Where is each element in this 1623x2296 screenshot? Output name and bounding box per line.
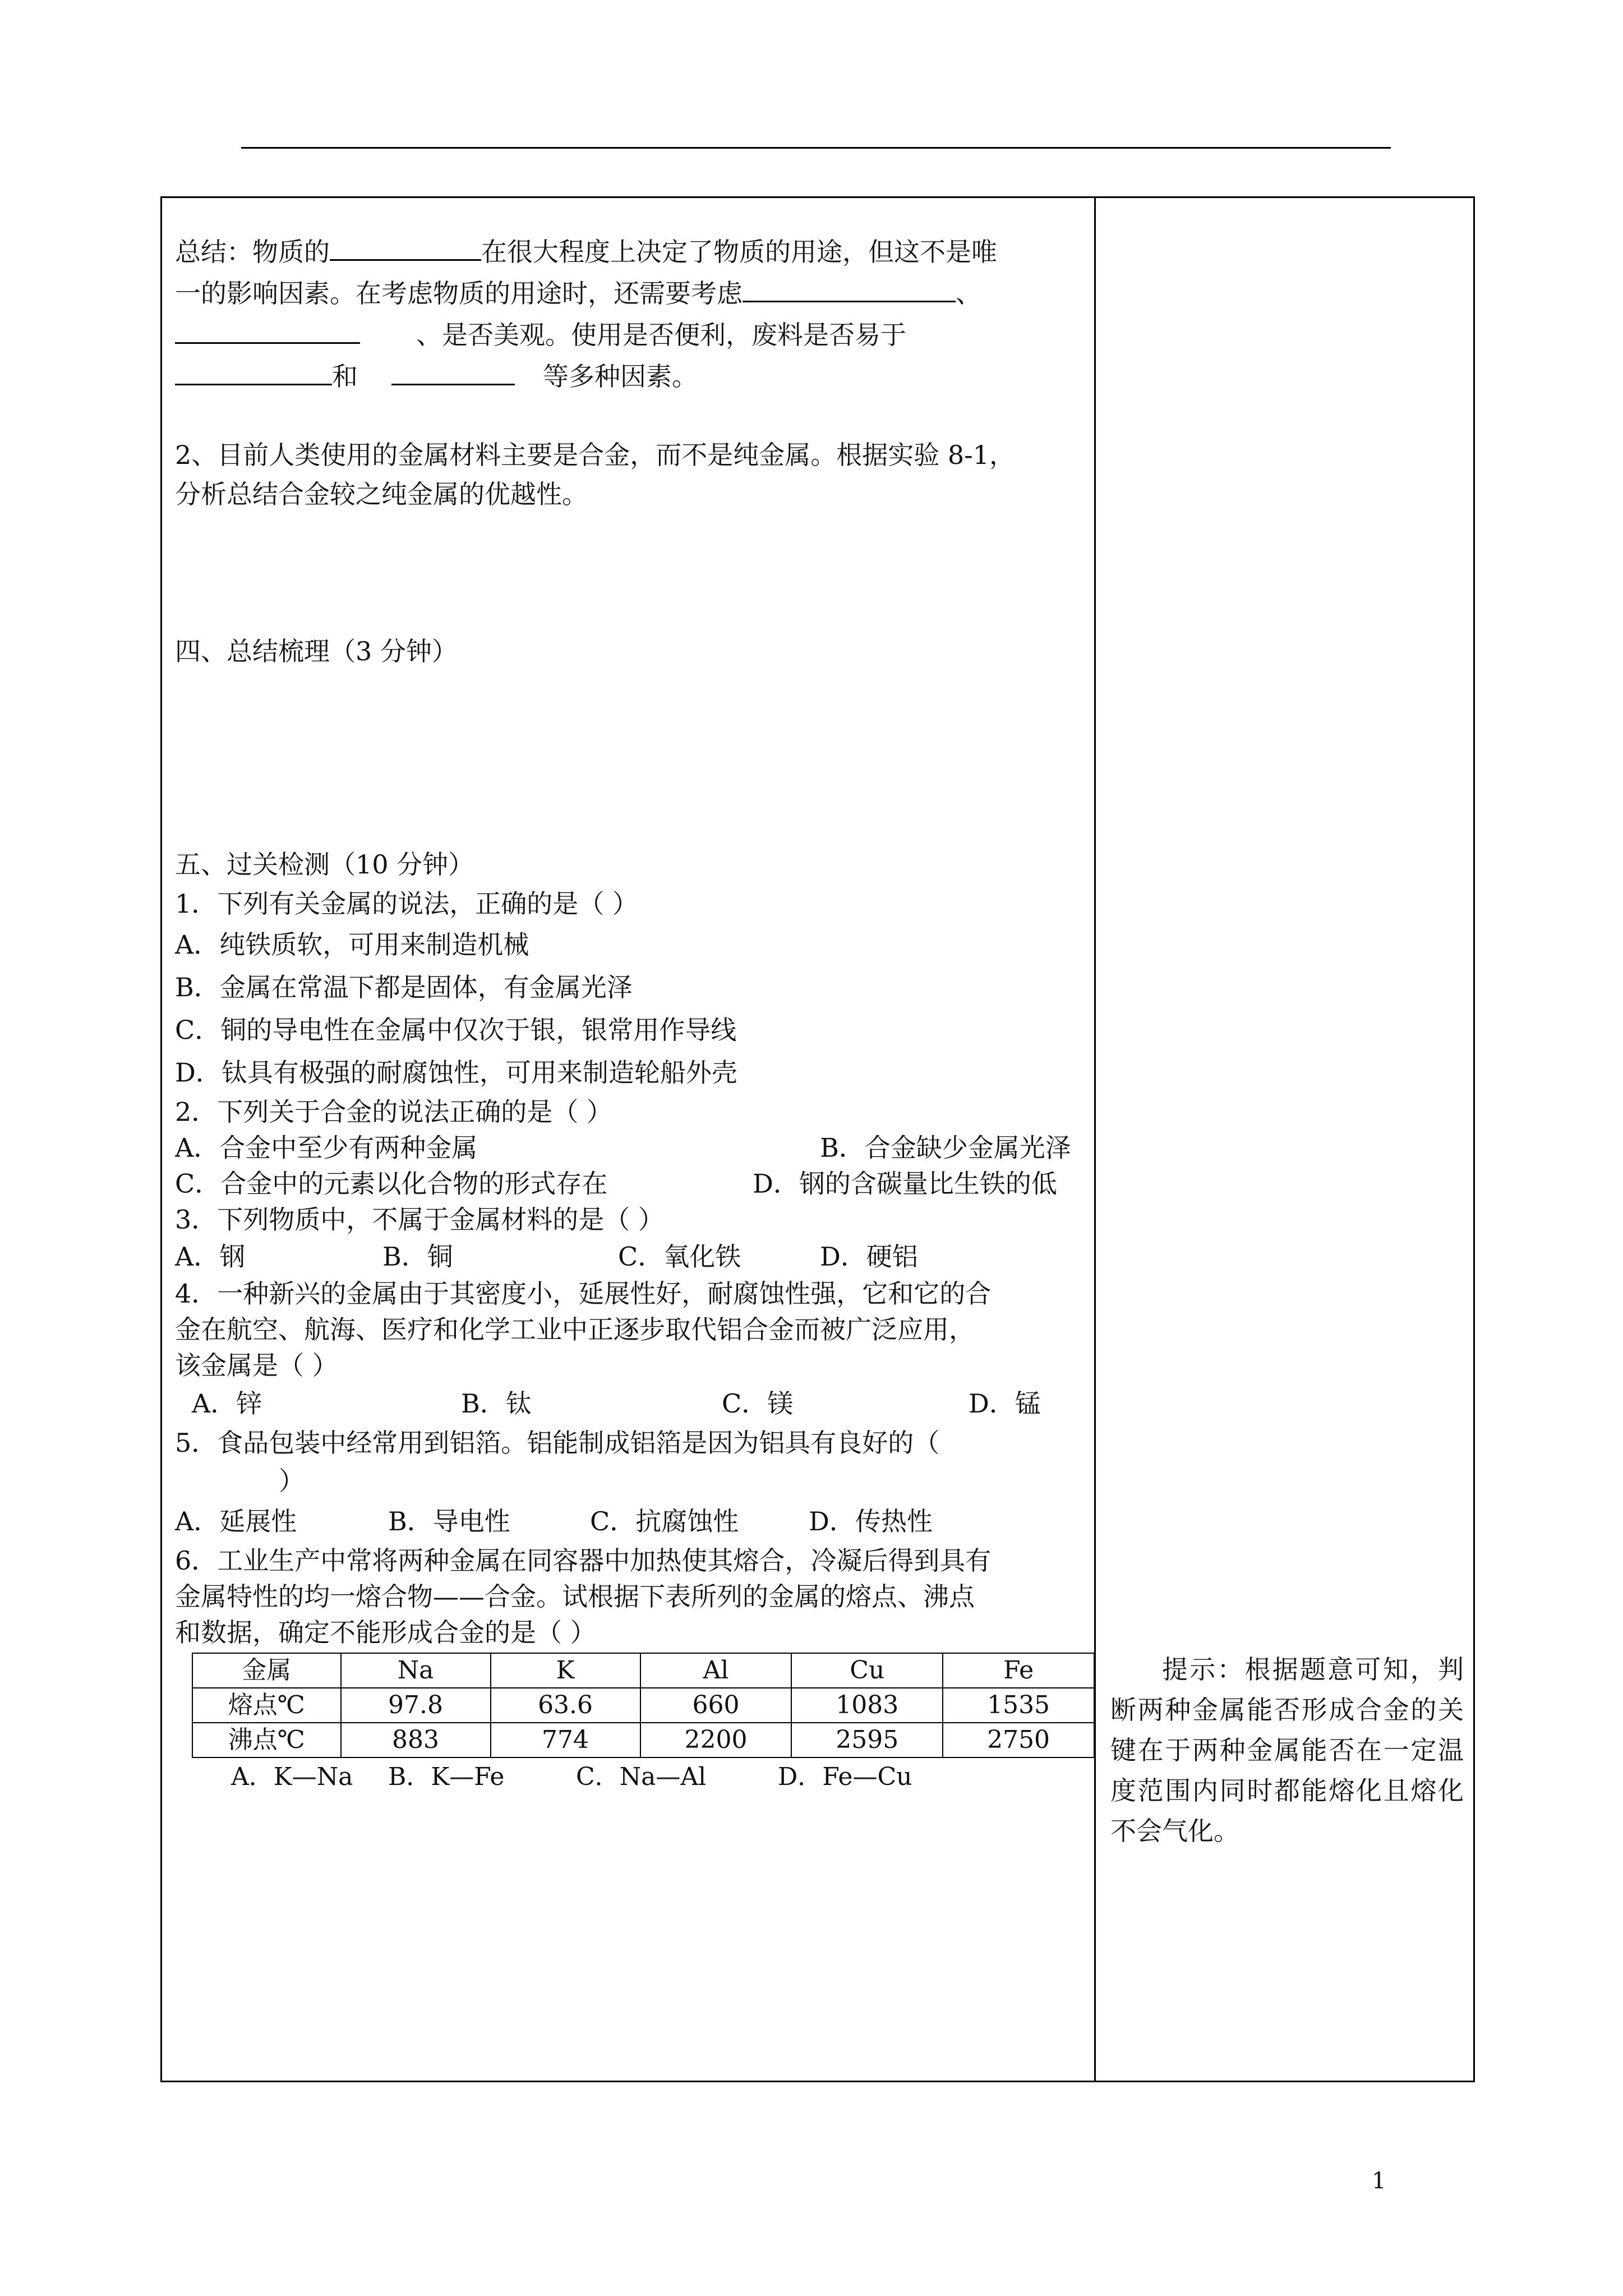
ex5-line-1: 5．食品包装中经常用到铝箔。铝能制成铝箔是因为铝具有良好的（ xyxy=(175,1428,940,1458)
table-header-cell: Al xyxy=(640,1653,792,1688)
table-header-cell: Na xyxy=(341,1653,491,1688)
summary-line-2: 一的影响因素。在考虑物质的用途时，还需要考虑 、 xyxy=(175,272,1095,313)
table-header-cell: K xyxy=(491,1653,640,1688)
ex6-line-2: 金属特性的均一熔合物——合金。试根据下表所列的金属的熔点、沸点 xyxy=(175,1581,975,1612)
answer-blank[interactable] xyxy=(743,272,956,302)
table-row xyxy=(192,1688,1094,1723)
table-header-cell: Fe xyxy=(943,1653,1094,1688)
table-header-cell: 金属 xyxy=(192,1653,341,1688)
table-cell: 2595 xyxy=(791,1723,943,1757)
ex2-option-d: D．钢的含碳量比生铁的低 xyxy=(753,1168,1057,1199)
ex3-option-d: D．硬铝 xyxy=(820,1241,918,1272)
section-5-heading: 五、过关检测（10 分钟） xyxy=(175,849,474,880)
table-cell: 660 xyxy=(640,1688,792,1723)
ex1-stem: 1．下列有关金属的说法，正确的是（ ） xyxy=(175,889,638,919)
table-row xyxy=(192,1723,1094,1757)
answer-blank[interactable] xyxy=(391,355,515,385)
answer-blank[interactable] xyxy=(175,355,332,385)
answer-blank[interactable] xyxy=(330,230,481,261)
ex6-option-c: C．Na—Al xyxy=(576,1763,707,1791)
table-cell: 774 xyxy=(491,1723,640,1757)
table-cell: 97.8 xyxy=(341,1688,491,1723)
ex4-option-d: D．锰 xyxy=(969,1388,1041,1419)
ex3-option-b: B．铜 xyxy=(382,1241,453,1272)
ex6-option-a: A．K—Na xyxy=(231,1763,353,1791)
ex5-option-c: C．抗腐蚀性 xyxy=(590,1506,739,1536)
table-cell: 1083 xyxy=(791,1688,943,1723)
answer-blank[interactable] xyxy=(175,313,360,344)
page-number: 1 xyxy=(1372,2168,1386,2194)
ex6-option-d: D．Fe—Cu xyxy=(778,1763,912,1791)
table-header-cell: Cu xyxy=(791,1653,943,1688)
ex4-line-2: 金在航空、航海、医疗和化学工业中正逐步取代铝合金而被广泛应用， xyxy=(175,1314,975,1345)
ex5-option-a: A．延展性 xyxy=(175,1506,297,1536)
ex6-line-1: 6．工业生产中常将两种金属在同容器中加热使其熔合，冷凝后得到具有 xyxy=(175,1545,992,1576)
ex6-line-3: 和数据，确定不能形成合金的是（ ） xyxy=(175,1617,596,1648)
summary-line-1: 总结：物质的 在很大程度上决定了物质的用途，但这不是唯 xyxy=(175,230,1095,272)
ex3-stem: 3．下列物质中，不属于金属材料的是（ ） xyxy=(175,1204,664,1235)
ex1-option-a: A．纯铁质软，可用来制造机械 xyxy=(175,930,529,960)
table-cell: 2200 xyxy=(640,1723,792,1757)
ex4-line-3: 该金属是（ ） xyxy=(175,1350,338,1381)
ex5-option-b: B．导电性 xyxy=(388,1506,510,1536)
summary-line-4: 和 等多种因素。 xyxy=(175,355,1095,396)
ex2-option-b: B．合金缺少金属光泽 xyxy=(820,1133,1071,1163)
table-row xyxy=(192,1653,1094,1688)
ex3-option-c: C．氧化铁 xyxy=(618,1241,741,1272)
header-rule xyxy=(241,147,1391,149)
ex5-option-d: D．传热性 xyxy=(809,1506,933,1536)
ex1-option-d: D．钛具有极强的耐腐蚀性，可用来制造轮船外壳 xyxy=(175,1057,737,1088)
table-cell: 沸点℃ xyxy=(192,1723,341,1757)
ex2-option-a: A．合金中至少有两种金属 xyxy=(175,1133,478,1163)
table-cell: 63.6 xyxy=(491,1688,640,1723)
table-cell: 熔点℃ xyxy=(192,1688,341,1723)
ex6-option-b: B．K—Fe xyxy=(388,1763,505,1791)
hint-text: 提示：根据题意可知，判断两种金属能否形成合金的关键在于两种金属能否在一定温度范围内同时都能熔化且熔化不会气化。 xyxy=(1110,1654,1464,1846)
ex5-line-2: ） xyxy=(279,1466,305,1496)
main-column xyxy=(175,230,1095,1796)
q2-line-2: 分析总结合金较之纯金属的优越性。 xyxy=(175,479,588,509)
ex4-option-b: B．钛 xyxy=(461,1388,532,1419)
metal-properties-table xyxy=(192,1653,1095,1758)
ex4-line-1: 4．一种新兴的金属由于其密度小，延展性好，耐腐蚀性强，它和它的合 xyxy=(175,1278,992,1309)
table-cell: 2750 xyxy=(943,1723,1094,1757)
ex2-option-c: C．合金中的元素以化合物的形式存在 xyxy=(175,1168,608,1199)
table-cell: 883 xyxy=(341,1723,491,1757)
ex2-stem: 2．下列关于合金的说法正确的是（ ） xyxy=(175,1097,612,1127)
ex4-option-c: C．镁 xyxy=(722,1388,794,1419)
section-4-heading: 四、总结梳理（3 分钟） xyxy=(175,636,458,666)
summary-line-3: 、是否美观。使用是否便利，废料是否易于 xyxy=(175,313,1095,355)
ex4-option-a: A．锌 xyxy=(192,1388,262,1419)
table-cell: 1535 xyxy=(943,1688,1094,1723)
ex1-option-b: B．金属在常温下都是固体，有金属光泽 xyxy=(175,972,633,1002)
ex3-option-a: A．钢 xyxy=(175,1241,246,1272)
q2-line-1: 2、目前人类使用的金属材料主要是合金，而不是纯金属。根据实验 8-1， xyxy=(175,440,1015,470)
ex1-option-c: C．铜的导电性在金属中仅次于银，银常用作导线 xyxy=(175,1015,737,1045)
